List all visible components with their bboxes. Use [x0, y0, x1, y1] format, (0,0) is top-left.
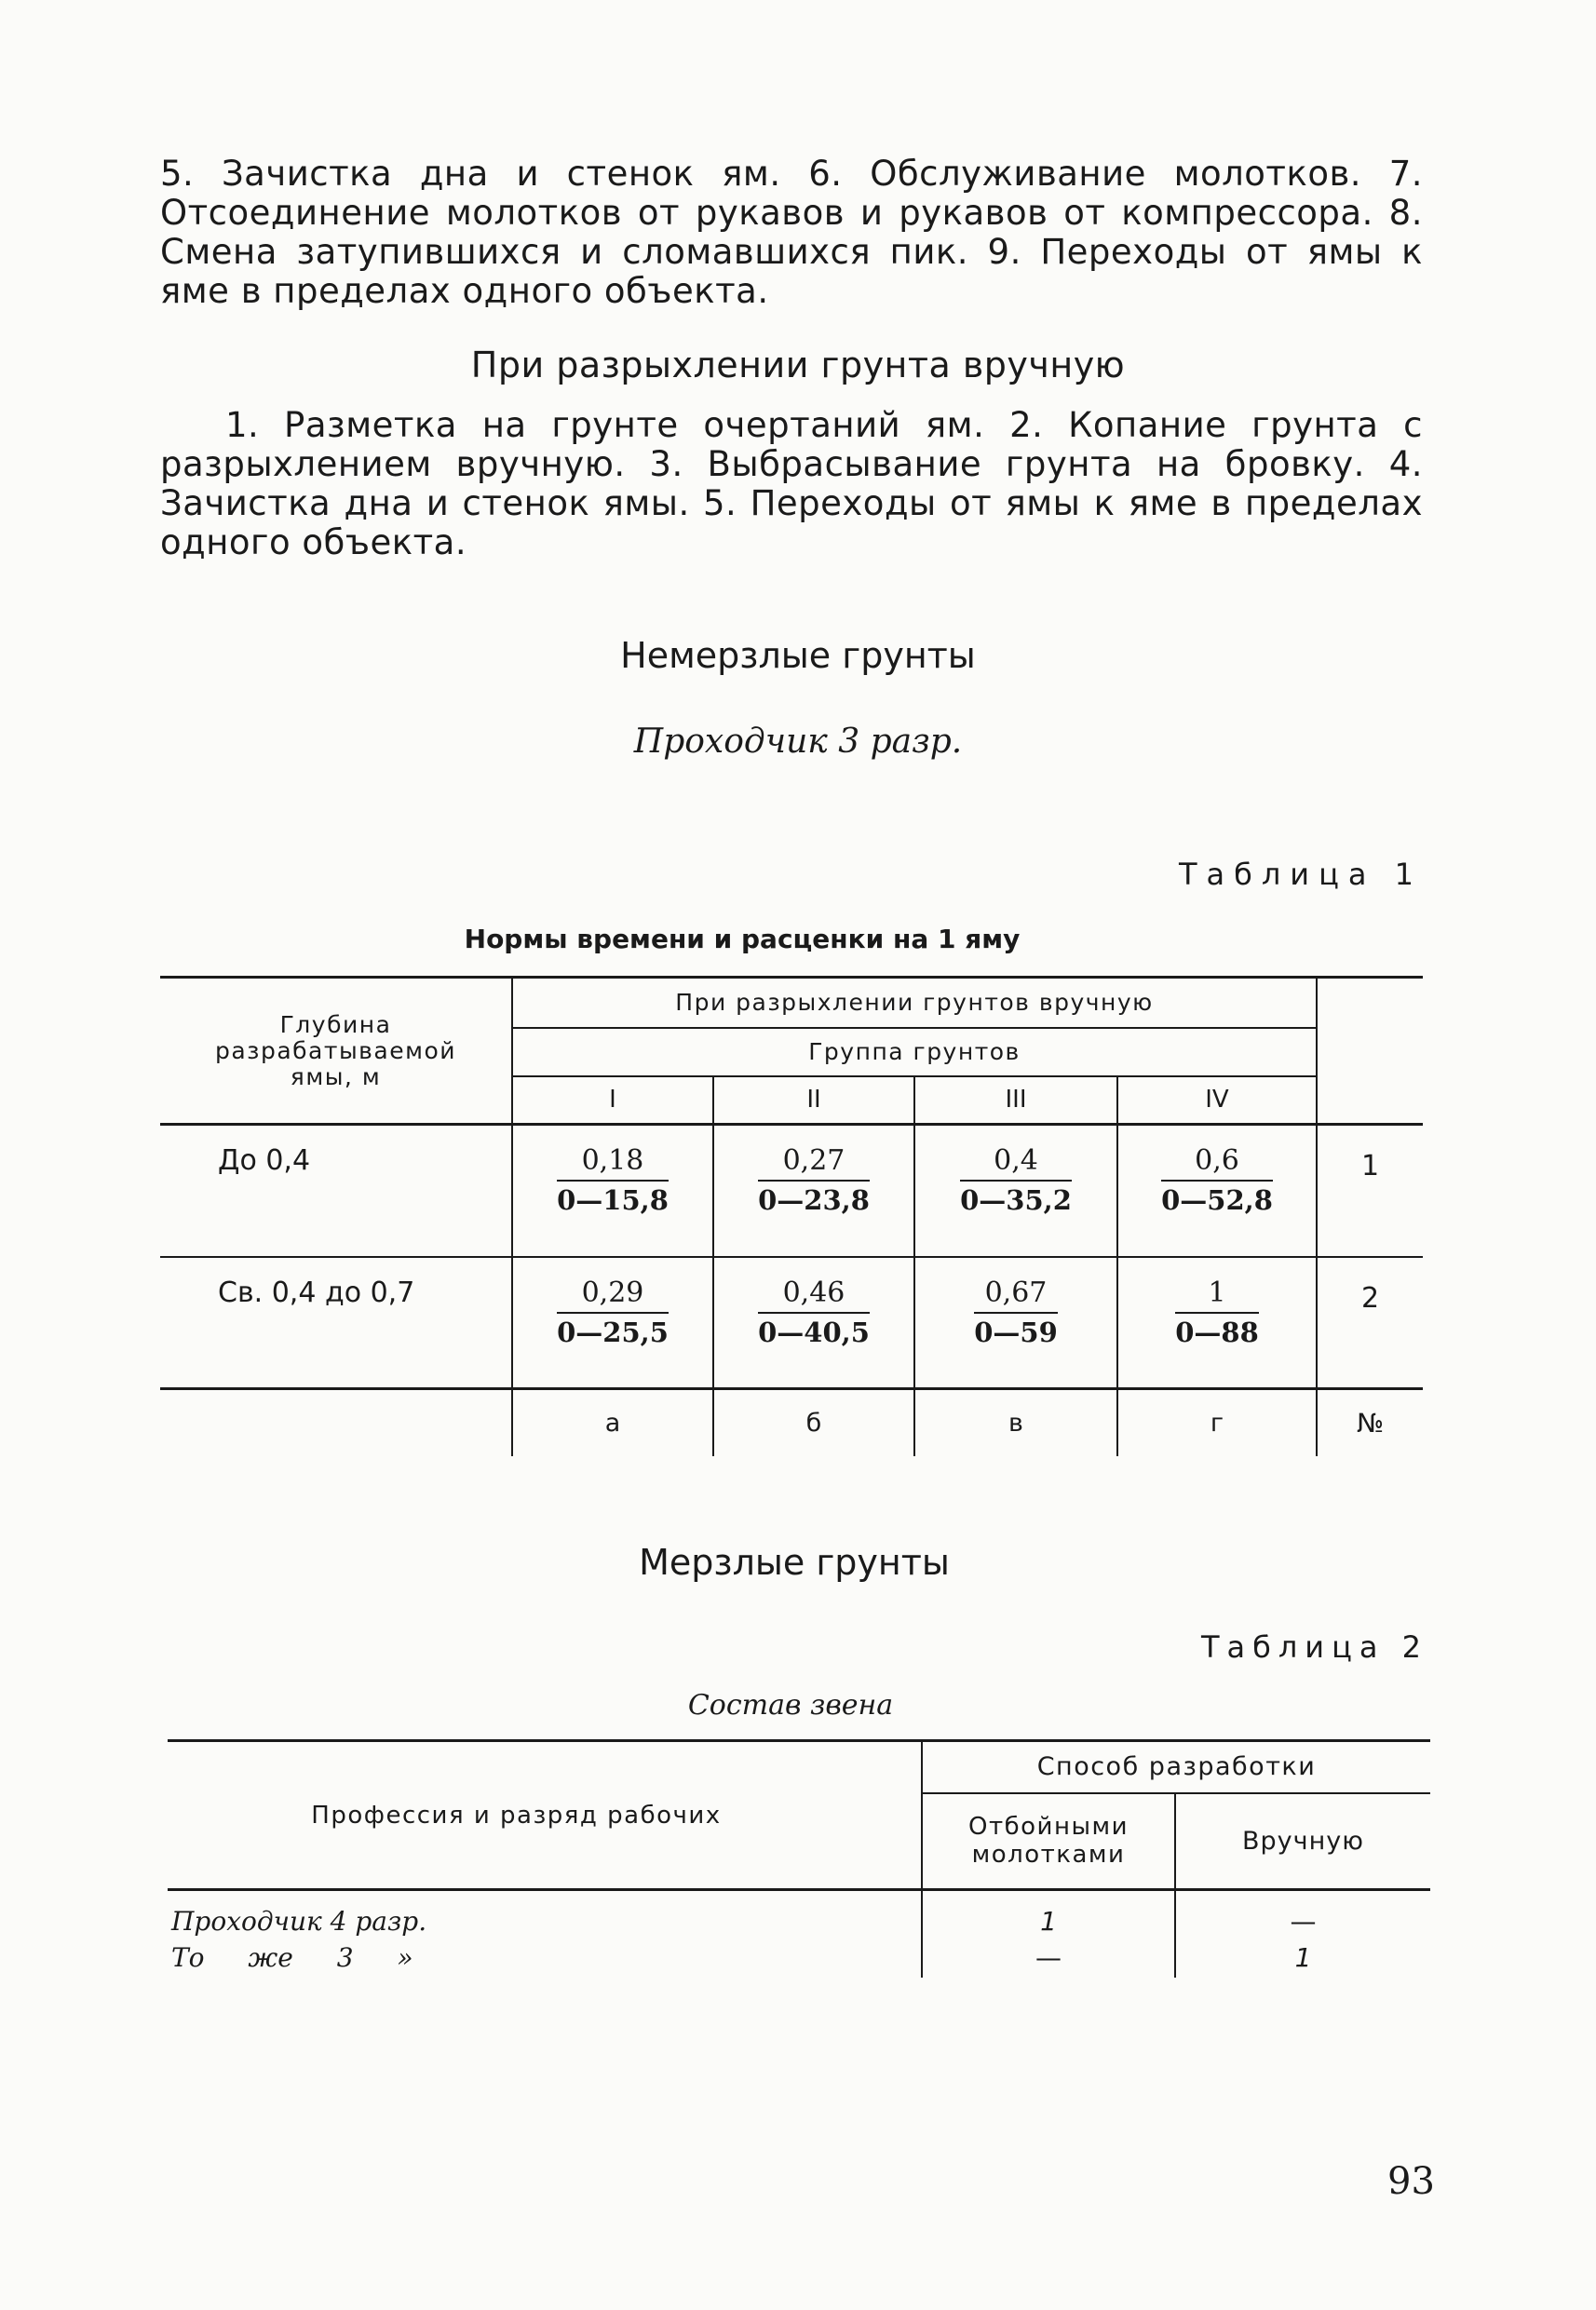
column-letter: б [713, 1389, 914, 1456]
table-row [160, 1125, 1423, 1257]
norm-cell [1117, 1257, 1317, 1389]
page-number: 93 [1387, 2160, 1435, 2203]
norm-cell [512, 1257, 713, 1389]
heading-manual-loosening: При разрыхлении грунта вручную [470, 344, 1126, 385]
norm-cell [1117, 1125, 1317, 1257]
profession-column-header: Профессия и разряд рабочих [168, 1741, 922, 1890]
time-norm: 0,4 [960, 1142, 1072, 1182]
norm-cell [914, 1257, 1117, 1389]
worker-category: Проходчик 3 разр. [633, 723, 963, 761]
manual-column-header: Вручную [1175, 1793, 1430, 1890]
group-header-2: II [713, 1076, 914, 1125]
rate: 0—52,8 [1161, 1184, 1273, 1216]
row-number-header [1317, 978, 1423, 1125]
table1-title: Нормы времени и расценки на 1 яму [464, 924, 1021, 954]
table-row [168, 1937, 1430, 1978]
time-norm: 0,29 [557, 1275, 669, 1314]
depth-cell: Св. 0,4 до 0,7 [160, 1257, 512, 1389]
profession-cell: То же 3 » [168, 1937, 922, 1978]
time-norm: 1 [1175, 1275, 1259, 1314]
row-number: 2 [1317, 1257, 1423, 1389]
group-header-4: IV [1117, 1076, 1317, 1125]
table2-label: Таблица 2 [1200, 1629, 1428, 1665]
section-heading-unfrozen: Немерзлые грунты [620, 635, 976, 676]
depth-column-header: Глубина разрабатываемой ямы, м [160, 978, 512, 1125]
profession-cell: Проходчик 4 разр. [168, 1890, 922, 1938]
hammers-cell: 1 [922, 1890, 1175, 1938]
rate: 0—40,5 [758, 1316, 870, 1348]
group-header-1: I [512, 1076, 713, 1125]
group-header-3: III [914, 1076, 1117, 1125]
table1-label: Таблица 1 [1178, 857, 1423, 892]
work-method-header: Способ разработки [922, 1741, 1430, 1793]
column-letter: а [512, 1389, 713, 1456]
rate: 0—35,2 [960, 1184, 1072, 1216]
time-norm: 0,27 [758, 1142, 870, 1182]
manual-cell: — [1290, 1906, 1317, 1937]
column-letter: г [1117, 1389, 1317, 1456]
rate: 0—25,5 [557, 1316, 669, 1348]
intro-paragraph-1: 5. Зачистка дна и стенок ям. 6. Обслуживание молотков. 7. Отсоединение молотков от рукавов и рукавов от компрессора. 8. Смена затупившихся и сломавшихся пик. 9. Переходы от ямы к яме в пределах одного объекта. [160, 154, 1423, 311]
rate: 0—88 [1175, 1316, 1259, 1348]
footer-blank [160, 1389, 512, 1456]
manual-cell: 1 [1294, 1941, 1312, 1973]
method-header: При разрыхлении грунтов вручную [512, 978, 1317, 1028]
table-row [160, 1257, 1423, 1389]
hammers-column-header: Отбойными молотками [922, 1793, 1175, 1890]
crew-table [168, 1739, 1430, 1978]
table-row [168, 1890, 1430, 1938]
norm-cell [914, 1125, 1117, 1257]
norm-cell [713, 1257, 914, 1389]
norms-table [160, 976, 1423, 1456]
time-norm: 0,18 [557, 1142, 669, 1182]
hammers-cell: — [922, 1937, 1175, 1978]
rate: 0—23,8 [758, 1184, 870, 1216]
time-norm: 0,6 [1161, 1142, 1273, 1182]
row-number: 1 [1317, 1125, 1423, 1257]
norm-cell [713, 1125, 914, 1257]
number-sign: № [1356, 1407, 1385, 1439]
column-letter: в [914, 1389, 1117, 1456]
rate: 0—59 [974, 1316, 1058, 1348]
time-norm: 0,67 [974, 1275, 1058, 1314]
soil-group-header: Группа грунтов [512, 1028, 1317, 1076]
rate: 0—15,8 [557, 1184, 669, 1216]
intro-paragraph-2: 1. Разметка на грунте очертаний ям. 2. Копание грунта с разрыхлением вручную. 3. Выбрасывание грунта на бровку. 4. Зачистка дна и стенок ямы. 5. Переходы от ямы к яме в пределах одного объекта. [160, 405, 1423, 562]
depth-cell: До 0,4 [160, 1125, 512, 1257]
table2-title: Состав звена [687, 1689, 894, 1722]
norm-cell [512, 1125, 713, 1257]
time-norm: 0,46 [758, 1275, 870, 1314]
section-heading-frozen: Мерзлые грунты [639, 1542, 950, 1583]
